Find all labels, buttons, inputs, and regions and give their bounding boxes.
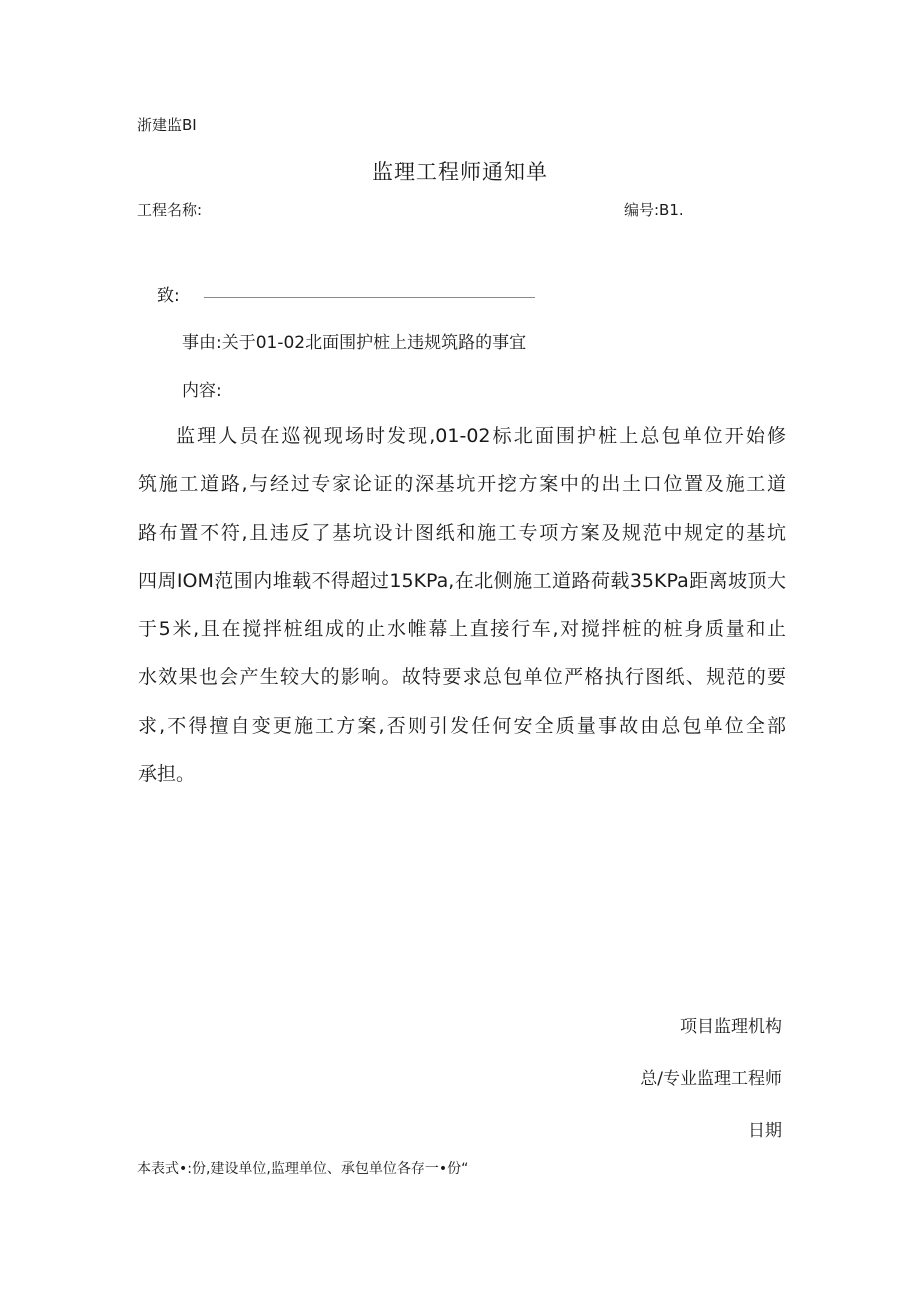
page-title: 监理工程师通知单 [372, 160, 548, 184]
notice-body [138, 412, 786, 798]
recipient-label: 致: [157, 286, 180, 306]
footnote: 本表式•:份,建设单位,监理单位、承包单位各存一•份“ [137, 1161, 469, 1177]
body-line: 求,不得擅自变更施工方案,否则引发任何安全质量事故由总包单位全部 [138, 714, 786, 737]
form-code: 浙建监BI [137, 116, 197, 134]
subject-line: 事由:关于01-02北面围护桩上违规筑路的事宜 [182, 333, 527, 353]
body-line: 四周IOM范围内堆载不得超过15KPa,在北侧施工道路荷载35KPa距离坡顶大 [138, 569, 786, 592]
project-name-label: 工程名称: [137, 201, 203, 219]
signature-date: 日期 [748, 1121, 782, 1141]
recipient-blank-line [204, 297, 535, 298]
supervising-engineer: 总/专业监理工程师 [640, 1069, 782, 1089]
body-line: 承担。 [138, 763, 196, 786]
body-line: 于5米,且在搅拌桩组成的止水帷幕上直接行车,对搅拌桩的桩身质量和止 [138, 618, 786, 641]
body-line: 水效果也会产生较大的影响。故特要求总包单位严格执行图纸、规范的要 [138, 666, 786, 689]
body-line: 监理人员在巡视现场时发现,01-02标北面围护桩上总包单位开始修 [176, 425, 786, 447]
content-label: 内容: [182, 381, 222, 401]
body-line: 路布置不符,且违反了基坑设计图纸和施工专项方案及规范中规定的基坑 [138, 521, 786, 544]
document-number: 编号:B1. [624, 201, 684, 219]
body-line: 筑施工道路,与经过专家论证的深基坑开挖方案中的出土口位置及施工道 [138, 473, 786, 496]
supervision-organization: 项目监理机构 [680, 1017, 782, 1037]
